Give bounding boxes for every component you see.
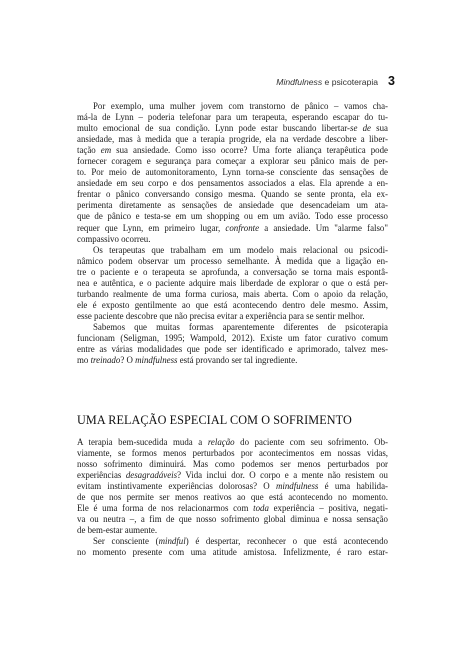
text-line: entre as várias modalidades que pode ser identificado e aprimorado, talvez mes- [77, 344, 388, 355]
text-line: Ser consciente (mindful) é despertar, reconhecer o que está acontecendo [93, 536, 388, 547]
text-line: frentar o pânico conversando consigo mesma. Quando se sente pronta, ela ex- [77, 189, 388, 200]
section-heading: UMA RELAÇÃO ESPECIAL COM O SOFRIMENTO [77, 413, 352, 427]
text-line: experiências desagradáveis? Vida inclui dor. O corpo e a mente não resistem ou [77, 470, 388, 481]
text-line: Os terapeutas que trabalham em um modelo mais relacional ou psicodi- [93, 244, 388, 255]
text-line: de bem-estar aumente. [77, 525, 158, 536]
text-line: ansiedade em seu corpo e dos pensamentos associados a elas. Ela aprende a en- [77, 178, 388, 189]
text-line: Sabemos que muitas formas aparentemente diferentes de psicoterapia [93, 321, 388, 332]
text-line: tação em sua ansiedade. Como isso ocorre? Uma forte aliança terapêutica pode [77, 145, 388, 156]
paragraph-1 [77, 101, 388, 245]
paragraph-3 [77, 322, 388, 366]
text-line: turbando realmente de uma forma curiosa, mais aberta. Com o apoio da relação, [77, 288, 388, 299]
text-line: ele é exposto gentilmente ao que está acontecendo dentro dele mesmo. Assim, [77, 299, 388, 310]
section-paragraph-2 [77, 536, 388, 558]
section-paragraph-1 [77, 437, 388, 536]
text-line: compassivo ocorreu. [77, 233, 151, 244]
text-line: ansiedade, mas à medida que a terapia progride, ela na verdade descobre a liber- [77, 134, 388, 145]
text-line: tre o paciente e o terapeuta se aprofunda, a conversação se torna mais espontâ- [77, 266, 388, 277]
text-line: má-la de Lynn – poderia telefonar para um terapeuta, esperando escapar do tu- [77, 112, 388, 123]
text-line: Por exemplo, uma mulher jovem com transtorno de pânico – vamos cha- [93, 101, 388, 111]
text-line: nâmico podem observar um processo semelhante. À medida que a ligação en- [77, 255, 388, 266]
text-line: to. Por meio de automonitoramento, Lynn torna-se consciente das sensações de [77, 167, 388, 178]
text-line: nosso sofrimento diminuirá. Mas como podemos ser menos perturbados por [77, 459, 388, 470]
text-line: viamente, se formos menos perturbados por acontecimentos em nossas vidas, [77, 448, 388, 459]
running-head-title [276, 77, 378, 87]
text-line: perimenta diretamente as sensações de ansiedade que desencadeiam um ata- [77, 200, 388, 211]
book-title-rest: e psicoterapia [324, 77, 379, 87]
text-line: que de pânico e testa-se em um shopping ou em um avião. Todo esse processo [77, 211, 388, 222]
text-line: mo treinado? O mindfulness está provando ser tal ingrediente. [77, 355, 298, 366]
text-line: fornecer coragem e segurança para começar a explorar seu pânico mais de per- [77, 156, 388, 167]
book-title-italic: Mindfulness [276, 77, 323, 87]
text-line: nea e autêntica, e o paciente adquire mais liberdade de explorar o que o está per- [77, 277, 388, 288]
text-line: esse paciente descobre que não precisa evitar a experiência para se sentir melhor. [77, 310, 365, 321]
text-line: multo emocional de sua condição. Lynn pode estar buscando libertar-se de sua [77, 123, 388, 134]
text-line: A terapia bem-sucedida muda a relação do paciente com seu sofrimento. Ob- [77, 437, 388, 447]
section-body [77, 437, 388, 559]
page-number: 3 [388, 74, 395, 88]
text-line: evitam instintivamente experiências dolorosas? O mindfulness é uma habilida- [77, 481, 388, 492]
text-line: no momento presente com uma atitude amistosa. Infelizmente, é raro estar- [77, 547, 388, 558]
text-line: funcionam (Seligman, 1995; Wampold, 2012). Existe um fator curativo comum [77, 332, 388, 343]
text-line: Ele é uma forma de nos relacionarmos com toda experiência – positiva, negati- [77, 503, 388, 514]
text-line: va ou neutra –, a fim de que nosso sofrimento global diminua e nossa sensação [77, 514, 388, 525]
paragraph-2 [77, 245, 388, 322]
body-text [77, 101, 388, 366]
text-line: requer que Lynn, em primeiro lugar, confronte a ansiedade. Um "alarme falso" [77, 222, 388, 233]
running-head [276, 74, 395, 88]
text-line: de que nos permite ser menos reativos ao que está acontecendo no momento. [77, 492, 388, 503]
